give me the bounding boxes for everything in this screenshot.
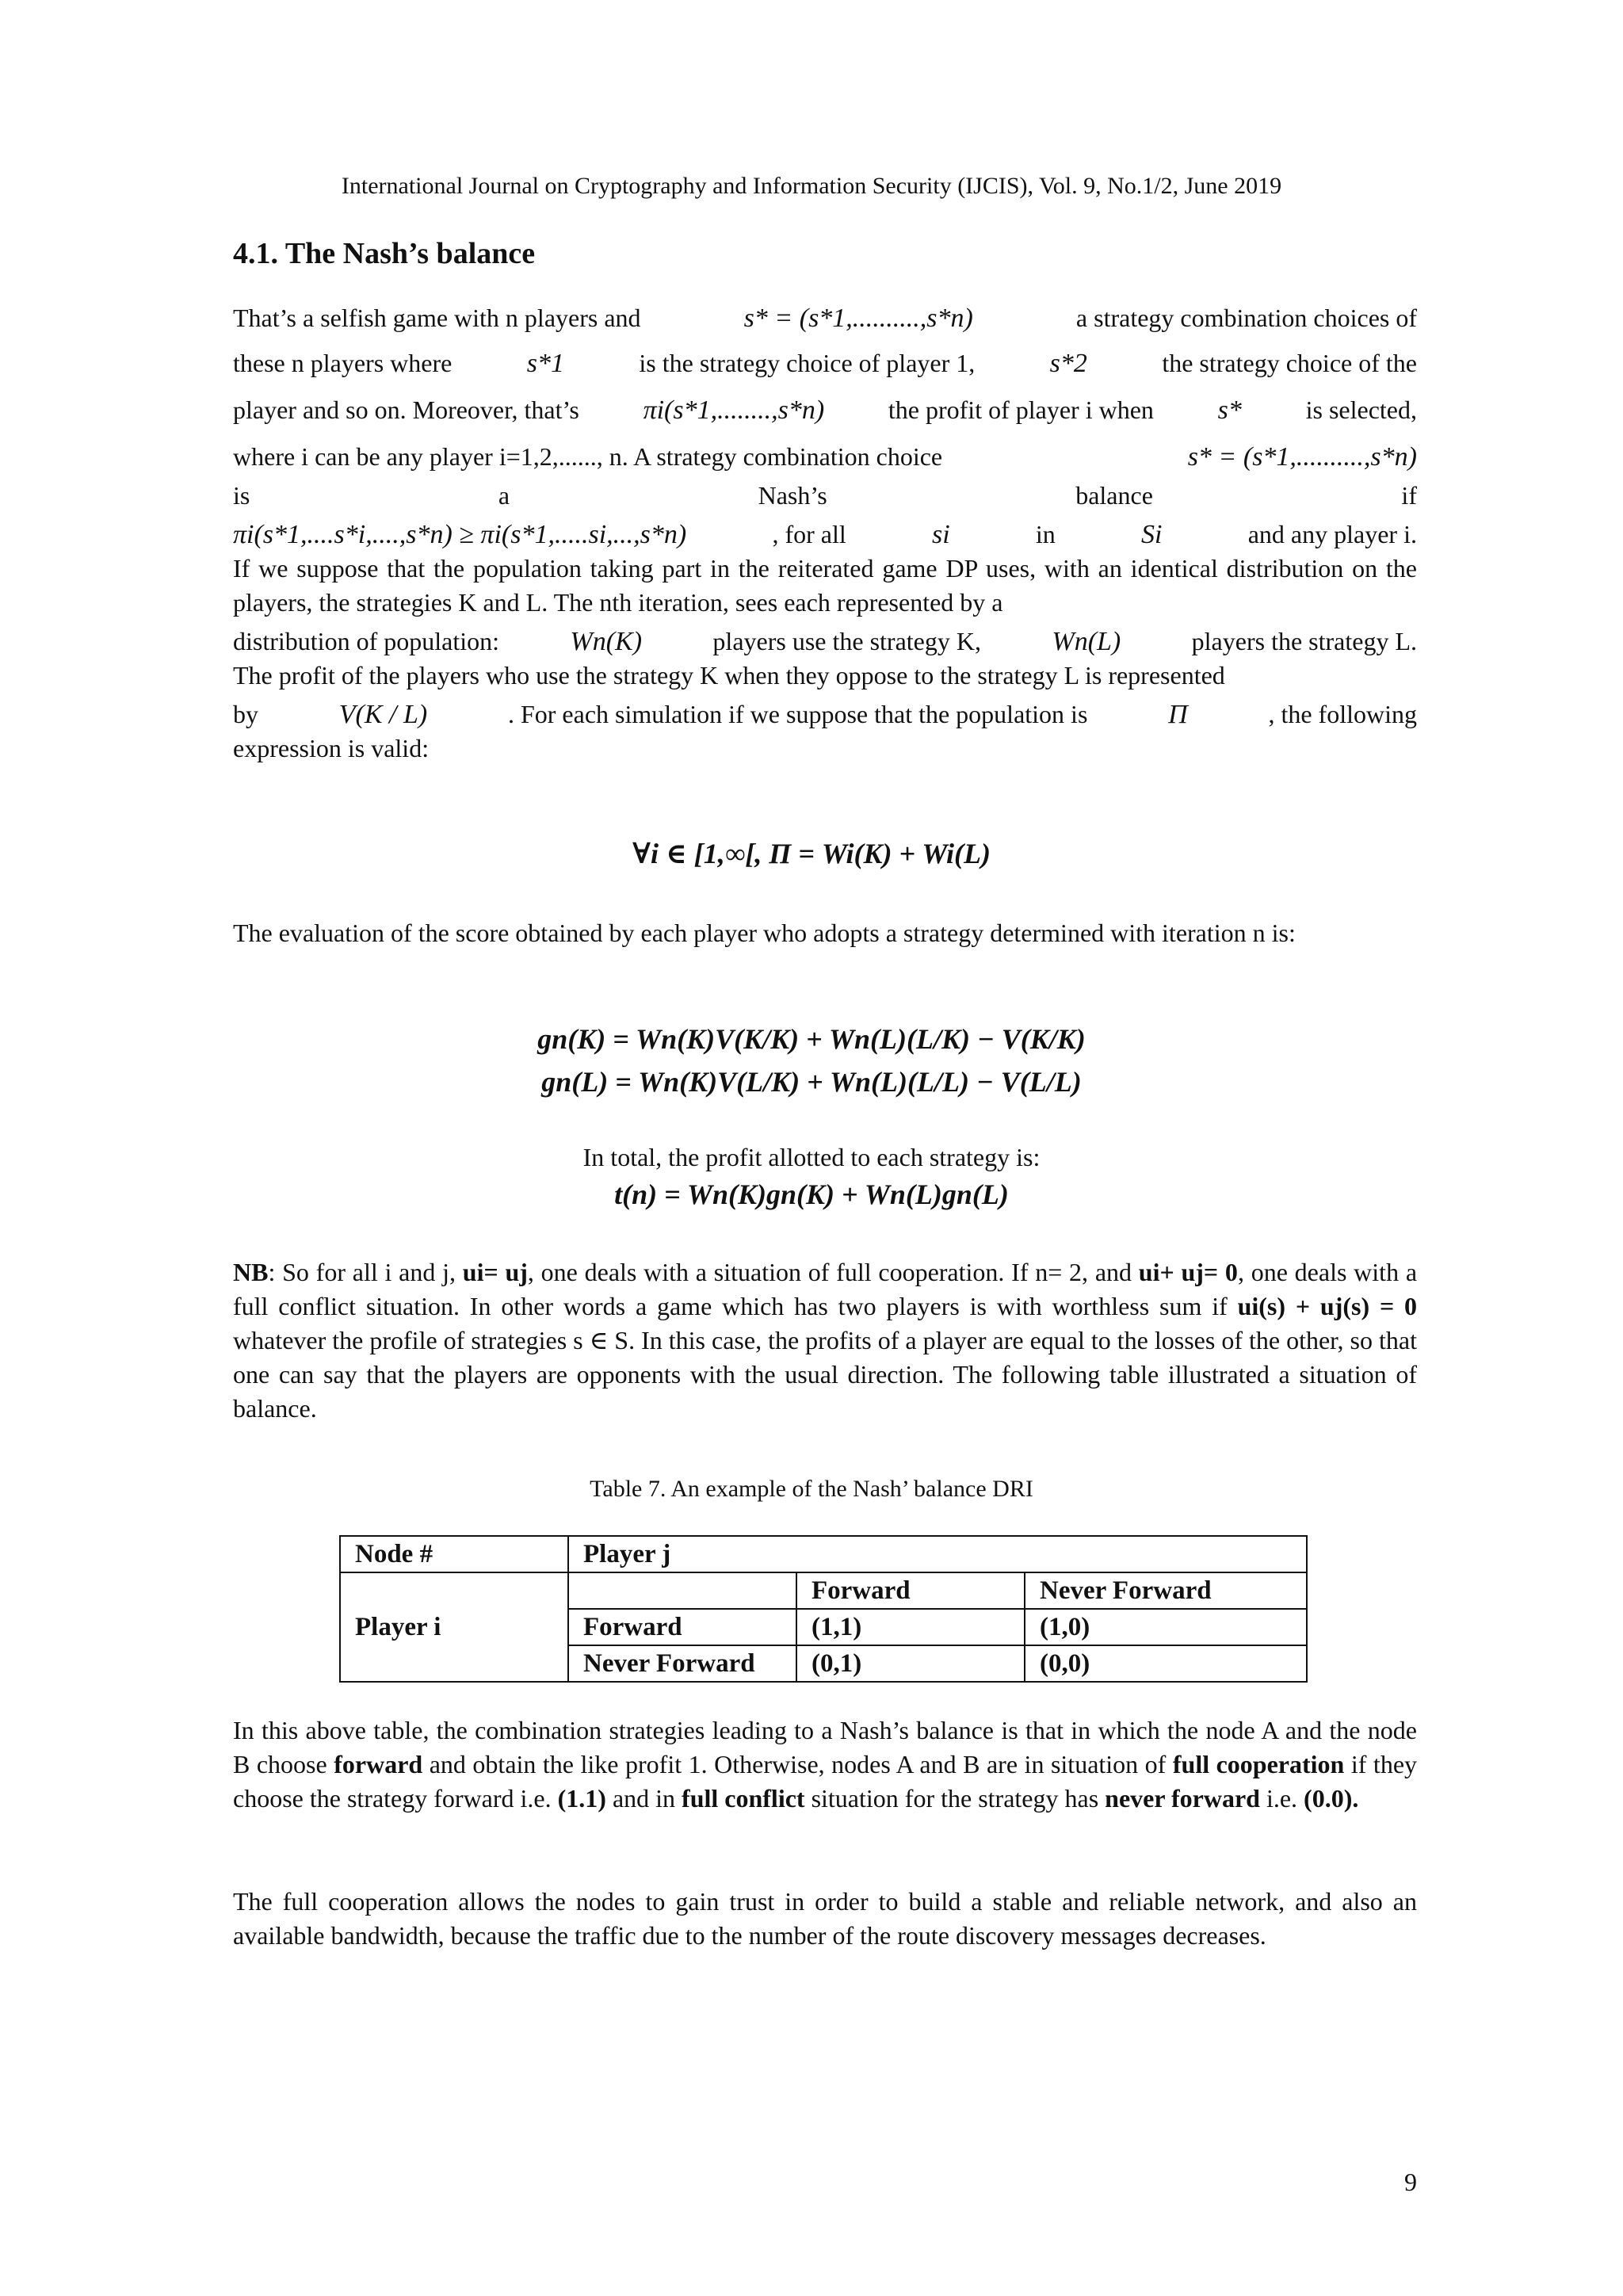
equation-gn-l: gn(L) = Wn(K)V(L/K) + Wn(L)(L/L) − V(L/L) (541, 1066, 1082, 1098)
text: the strategy choice of the (1162, 349, 1417, 377)
text: In this above table, the combination strategies leading to a Nash’s balance is that in which the node A and the node B choose (233, 1716, 1417, 1778)
table-col-never-forward: Never Forward (1025, 1572, 1307, 1609)
text: , one deals with a situation of full cooperation. If n= 2, and (527, 1258, 1139, 1286)
text: if they choose the strategy forward i.e. (233, 1750, 1418, 1813)
text: where i can be any player i=1,2,......, n. A strategy combination choice (233, 442, 943, 471)
table-header-node: Node # (340, 1536, 568, 1572)
math-profit: πi(s*1,........,s*n) (643, 395, 825, 425)
text-bold: ui(s) + uj(s) = 0 (1237, 1292, 1418, 1320)
nash-table (339, 1535, 1308, 1683)
paragraph-full-cooperation: The full cooperation allows the nodes to gain trust in order to build a stable and reliable network, and also an available bandwidth, because the traffic due to the number of the route discovery messages decreases. (233, 1887, 1417, 1950)
text: : So for all i and j, (268, 1258, 463, 1286)
text: , the following (1268, 700, 1417, 728)
text: the profit of player i when (888, 395, 1154, 424)
table-caption: Table 7. An example of the Nash’ balance DRI (590, 1476, 1033, 1502)
table-row-forward: Forward (568, 1609, 796, 1645)
equation-total: t(n) = Wn(K)gn(K) + Wn(L)gn(L) (614, 1179, 1009, 1210)
table-row-never-forward: Never Forward (568, 1645, 796, 1682)
running-header: International Journal on Cryptography and Information Security (IJCIS), Vol. 9, No.1/2, June 2019 (341, 173, 1282, 199)
text-bold: full cooperation (1172, 1750, 1345, 1778)
text: and any player i. (1247, 520, 1417, 548)
text-bold: never forward (1105, 1784, 1260, 1813)
text: players use the strategy K, (712, 627, 981, 655)
math-wn-k: Wn(K) (570, 627, 643, 656)
text-bold: (0.0). (1304, 1784, 1359, 1813)
text: if (1401, 481, 1417, 510)
text: expression is valid: (233, 734, 430, 762)
paragraph-nash-definition (233, 301, 1417, 766)
text: , for all (772, 520, 846, 548)
text: in (1035, 520, 1056, 548)
text: i.e. (1259, 1784, 1304, 1813)
text: , one deals with a full conflict situation. In other words a game which has two players is with worthless sum if (233, 1258, 1418, 1320)
text: and in (605, 1784, 682, 1813)
math-s1: s*1 (526, 349, 564, 378)
text: is selected, (1305, 395, 1417, 424)
text: player and so on. Moreover, that’s (233, 395, 579, 424)
text-bold: ui= uj (462, 1258, 528, 1286)
paragraph-table-discussion (233, 1713, 1417, 1816)
math-nash-inequality: πi(s*1,....s*i,....,s*n) ≥ πi(s*1,.....si,...,s*n) (233, 520, 687, 549)
table-cell: (0,0) (1025, 1645, 1307, 1682)
math-si: si (931, 520, 950, 549)
table-header-player-j: Player j (568, 1536, 1307, 1572)
text-bold: (1.1) (557, 1784, 606, 1813)
math-strategy-vector-2: s* = (s*1,..........,s*n) (1187, 442, 1417, 472)
table-col-forward: Forward (796, 1572, 1025, 1609)
total-label: In total, the profit allotted to each strategy is: (582, 1143, 1041, 1171)
text-bold: forward (334, 1750, 423, 1778)
text: a strategy combination choices of (1075, 304, 1417, 332)
text: balance (1075, 481, 1153, 510)
table-cell: (1,0) (1025, 1609, 1307, 1645)
text: situation for the strategy has (804, 1784, 1106, 1813)
text: players the strategy L. (1191, 627, 1417, 655)
equation-population: ∀i ∈ [1,∞[, Π = Wi(K) + Wi(L) (632, 838, 991, 869)
table-cell-empty (568, 1572, 796, 1609)
text: is (233, 481, 250, 510)
text: and obtain the like profit 1. Otherwise, nodes A and B are in situation of (422, 1750, 1173, 1778)
math-pi: Π (1168, 700, 1188, 729)
text: Nash’s (758, 481, 827, 510)
text: That’s a selfish game with n players and (233, 304, 641, 332)
math-wn-l: Wn(L) (1052, 627, 1121, 656)
equation-gn-k: gn(K) = Wn(K)V(K/K) + Wn(L)(L/K) − V(K/K) (537, 1023, 1086, 1055)
page-number: 9 (1404, 2168, 1417, 2196)
math-v-kl: V(K / L) (338, 700, 428, 729)
text: whatever the profile of strategies s ∈ S. In this case, the profits of a player are equal to the losses of the other, so that one can say that the players are opponents with the usual direction. The following table illustrated a situation of balance. (233, 1326, 1417, 1423)
math-strategy-vector: s* = (s*1,..........,s*n) (743, 304, 973, 333)
text-bold: full conflict (682, 1784, 805, 1813)
text-bold: ui+ uj= 0 (1138, 1258, 1238, 1286)
text: these n players where (233, 349, 453, 377)
text: by (233, 700, 258, 728)
paragraph-evaluation: The evaluation of the score obtained by each player who adopts a strategy determined with iteration n is: (233, 919, 1296, 947)
math-s2: s*2 (1049, 349, 1087, 378)
text: is the strategy choice of player 1, (639, 349, 976, 377)
text-population: If we suppose that the population taking part in the reiterated game DP uses, with an identical distribution on the players, the strategies K and L. The nth iteration, sees each represented by a (233, 554, 1417, 617)
table-row-header-player-i: Player i (340, 1572, 568, 1682)
text: The profit of the players who use the strategy K when they oppose to the strategy L is represented (233, 661, 1225, 690)
paragraph-nb (233, 1255, 1417, 1426)
text: a (498, 481, 510, 510)
table-cell: (0,1) (796, 1645, 1025, 1682)
section-title: 4.1. The Nash’s balance (233, 237, 536, 270)
nb-label: NB (233, 1258, 269, 1286)
math-Si: Si (1141, 520, 1163, 549)
table-cell: (1,1) (796, 1609, 1025, 1645)
text: . For each simulation if we suppose that the population is (507, 700, 1088, 728)
text: distribution of population: (233, 627, 499, 655)
math-s-star: s* (1217, 395, 1242, 425)
